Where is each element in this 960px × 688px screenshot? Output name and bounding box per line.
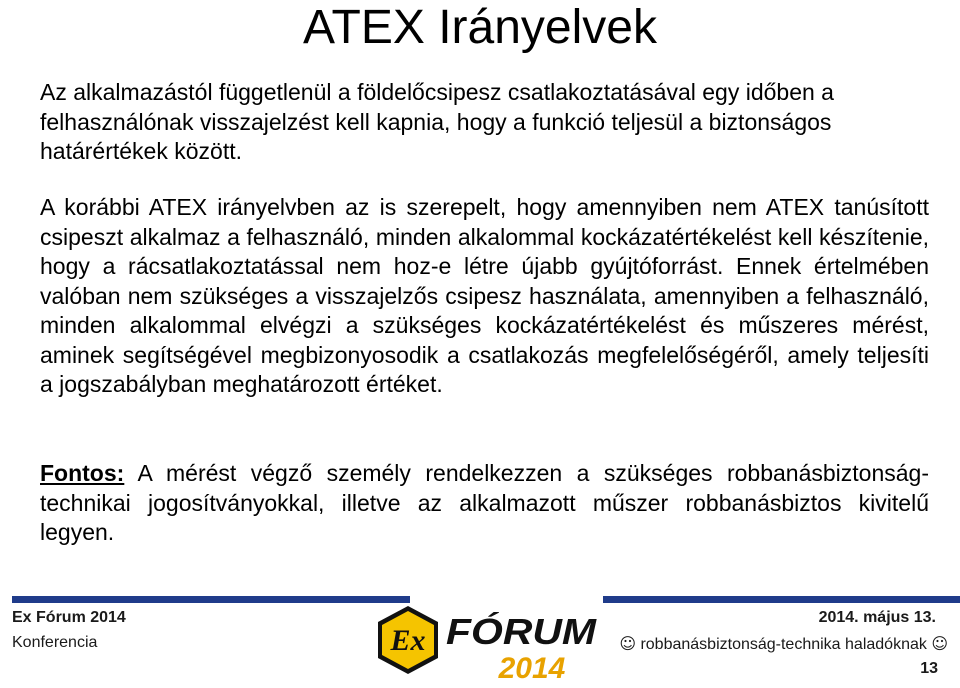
logo-ex-text: Ex: [390, 624, 426, 657]
ex-forum-logo: [372, 600, 604, 688]
smiley-icon: ☺: [931, 634, 948, 653]
paragraph-previous-directive: A korábbi ATEX irányelvben az is szerepelt, hogy amennyiben nem ATEX tanúsított csipeszt alkalmaz a felhasználó, minden alkalommal kockázatértékelést kell készítenie, hogy a rácsatlakoztatással nem hoz-e létre újabb gyújtóforrást. Ennek értelmében valóban nem szükséges a visszajelzős csipesz használata, amennyiben a felhasználó, minden alkalommal elvégzi a szükséges kockázatértékelést és műszeres mérést, aminek segítségével megbizonyosodik a csatlakozás megfelelőségéről, amely teljesíti a jogszabályban meghatározott értéket.: [40, 194, 929, 397]
footer-event-name: Ex Fórum 2014: [12, 609, 126, 626]
important-text: A mérést végző személy rendelkezzen a szükséges robbanásbiztonság-technikai jogosítványokkal, illetve az alkalmazott műszer robbanásbiztos kivitelű legyen.: [40, 460, 929, 545]
footer-divider-right: [603, 596, 960, 603]
footer-tagline-text: robbanásbiztonság-technika haladóknak: [636, 636, 932, 653]
paragraph-important: [40, 459, 929, 548]
footer-date: 2014. május 13.: [818, 609, 936, 626]
page-number: 13: [920, 660, 938, 677]
footer-divider-left: [12, 596, 410, 603]
important-label: Fontos:: [40, 460, 125, 486]
slide-title: ATEX Irányelvek: [303, 1, 657, 54]
logo-year-text: 2014: [498, 652, 566, 685]
smiley-icon: ☺: [619, 634, 636, 653]
logo-forum-text: FÓRUM: [446, 611, 598, 652]
footer-tagline: [619, 634, 948, 654]
footer-event-type: Konferencia: [12, 634, 98, 651]
paragraph-intro: Az alkalmazástól függetlenül a földelőcsipesz csatlakoztatásával egy időben a felhasználónak visszajelzést kell kapnia, hogy a funkció teljesül a biztonságos határértékek között.: [40, 79, 834, 164]
